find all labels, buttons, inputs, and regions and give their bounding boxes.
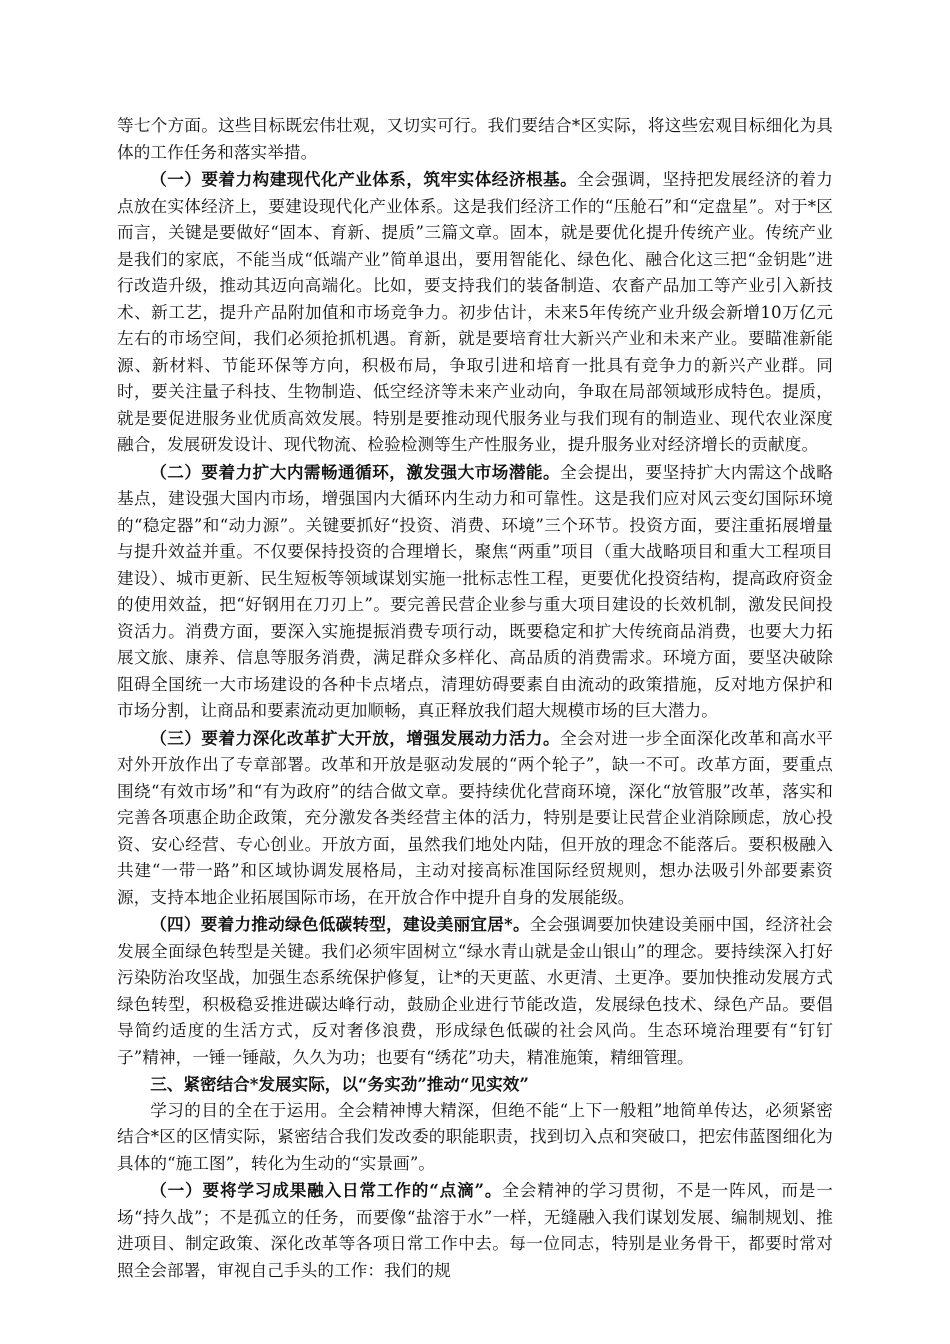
paragraph-lead: （一）要将学习成果融入日常工作的“点滴”。 [150, 1180, 503, 1200]
paragraph-text: 全会强调，坚持把发展经济的着力点放在实体经济上，要建设现代化产业体系。这是我们经济工作的“压舱石”和“定盘星”。对于*区而言，关键是要做好“固本、育新、提质”三篇文章。固本，就是要优化提升传统产业。传统产业是我们的家底，不能当成“低端产业”简单退出，要用智能化、绿色化、融合化这三把“金钥匙”进行改造升级，推动其迈向高端化。比如，要支持我们的装备制造、农畜产品加工等产业引入新技术、新工艺，提升产品附加值和市场竞争力。初步估计，未来5年传统产业升级会新增10万亿元左右的市场空间，我们必须抢抓机遇。育新，就是要培育壮大新兴产业和未来产业。要瞄准新能源、新材料、节能环保等方向，积极布局，争取引进和培育一批具有竞争力的新兴产业群。同时，要关注量子科技、生物制造、低空经济等未来产业动向，争取在局部领域形成特色。提质，就是要促进服务业优质高效发展。特别是要推动现代服务业与我们现有的制造业、现代农业深度融合，发展研发设计、现代物流、检验检测等生产性服务业，提升服务业对经济增长的贡献度。 [117, 170, 833, 454]
paragraph-lead: （一）要着力构建现代化产业体系，筑牢实体经济根基。 [150, 169, 578, 189]
section-heading: 三、紧密结合*发展实际，以“务实劲”推动“见实效” [150, 1074, 529, 1094]
paragraph-text: 全会对进一步全面深化改革和高水平对外开放作出了专章部署。改革和开放是驱动发展的“两个轮子”，缺一不可。改革方面，要重点围绕“有效市场”和“有为政府”的结合做文章。要持续优化营商环境，深化“放管服”改革，落实和完善各项惠企助企政策，充分激发各类经营主体的活力，特别是要让民营企业消除顾虑，放心投资、安心经营、专心创业。开放方面，虽然我们地处内陆，但开放的理念不能落后。要积极融入共建“一带一路”和区域协调发展格局，主动对接高标准国际经贸规则，想办法吸引外部要素资源，支持本地企业拓展国际市场，在开放合作中提升自身的发展能级。 [117, 728, 833, 907]
paragraph-lead: （三）要着力深化改革扩大开放，增强发展动力活力。 [150, 727, 561, 748]
paragraph-daily-work [117, 1177, 833, 1284]
paragraph-text: 全会精神的学习贯彻，不是一阵风，而是一场“持久战”；不是孤立的任务，而要像“盐溶于水”一样，无缝融入我们谋划发展、编制规划、推进项目、制定政策、深化改革等各项日常工作中去。每一位同志，特别是业务骨干，都要时常对照全会部署，审视自己手头的工作：我们的规 [117, 1181, 833, 1280]
paragraph-domestic-demand [117, 459, 833, 725]
paragraph-lead: （二）要着力扩大内需畅通循环，激发强大市场潜能。 [150, 461, 561, 482]
paragraph-intro [117, 113, 833, 166]
paragraph-reform-opening [117, 725, 833, 912]
paragraph-green-transition [117, 911, 833, 1071]
paragraph-text: 等七个方面。这些目标既宏伟壮观，又切实可行。我们要结合*区实际，将这些宏观目标细化为具体的工作任务和落实举措。 [117, 116, 833, 162]
paragraph-text: 全会提出，要坚持扩大内需这个战略基点，建设强大国内市场，增强国内大循环内生动力和可靠性。这是我们应对风云变幻国际环境的“稳定器”和“动力源”。关键要抓好“投资、消费、环境”三个环节。投资方面，要注重拓展增量与提升效益并重。不仅要保持投资的合理增长，聚焦“两重”项目（重大战略项目和重大工程项目建设）、城市更新、民生短板等领域谋划实施一批标志性工程，更要优化投资结构，提高政府资金的使用效益，把“好钢用在刀刃上”。要完善民营企业参与重大项目建设的长效机制，激发民间投资活力。消费方面，要深入实施提振消费专项行动，既要稳定和扩大传统商品消费，也要大力拓展文旅、康养、信息等服务消费，满足群众多样化、高品质的消费需求。环境方面，要坚决破除阻碍全国统一大市场建设的各种卡点堵点，清理妨碍要素自由流动的政策措施，反对地方保护和市场分割，让商品和要素流动更加顺畅，真正释放我们超大规模市场的巨大潜力。 [117, 462, 833, 720]
document-page [117, 113, 833, 1284]
paragraph-lead: （四）要着力推动绿色低碳转型，建设美丽宜居*。 [150, 914, 530, 934]
paragraph-text: 全会强调要加快建设美丽中国，经济社会发展全面绿色转型是关键。我们必须牢固树立“绿水青山就是金山银山”的理念。要持续深入打好污染防治攻坚战，加强生态系统保护修复，让*的天更蓝、水更清、土更净。要加快推动发展方式绿色转型，积极稳妥推进碳达峰行动，鼓励企业进行节能改造，发展绿色技术、绿色产品。要倡导简约适度的生活方式，反对奢侈浪费，形成绿色低碳的社会风尚。生态环境治理要有“钉钉子”精神，一锤一锤敲，久久为功；也要有“绣花”功夫，精准施策，精细管理。 [117, 915, 833, 1067]
paragraph-application [117, 1098, 833, 1178]
paragraph-text: 学习的目的全在于运用。全会精神博大精深，但绝不能“上下一般粗”地简单传达，必须紧密结合*区的区情实际，紧密结合我们发改委的职能职责，找到切入点和突破口，把宏伟蓝图细化为具体的“施工图”，转化为生动的“实景画”。 [117, 1100, 833, 1173]
paragraph-industry-system [117, 166, 833, 459]
